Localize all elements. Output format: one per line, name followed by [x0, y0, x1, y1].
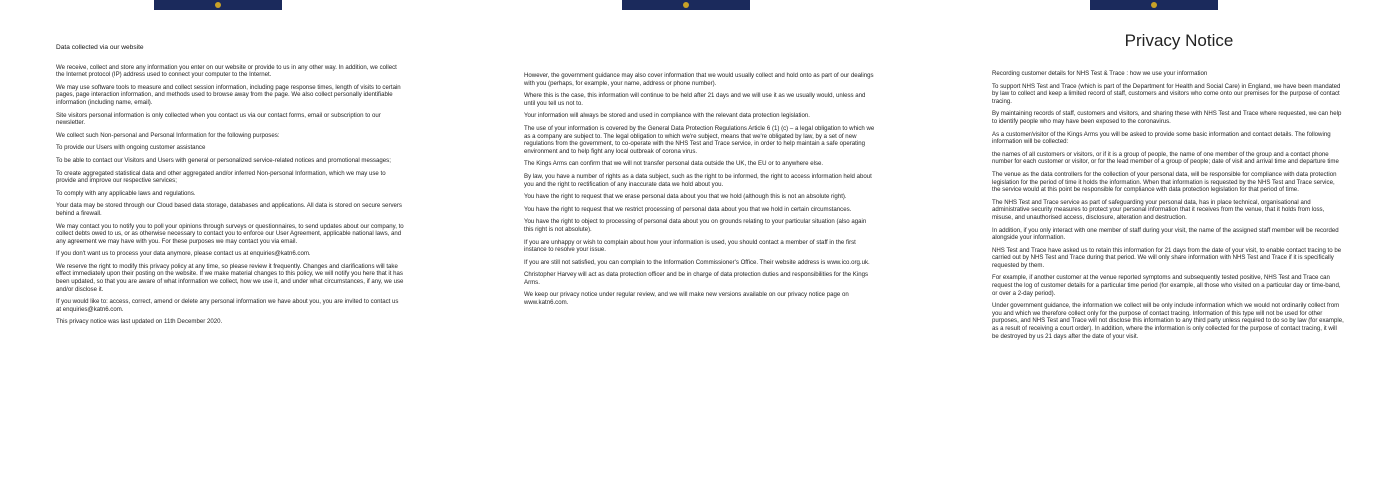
site-link-paragraph[interactable]: We keep our privacy notice under regular review, and we will make new versions available on our privacy notice page on www.katn6.com. [524, 291, 849, 307]
paragraph: We may contact you to notify you to poll your opinions through surveys or questionnaires, to send updates about our company, to collect debts owed to us, or as otherwise necessary to contact you to enforce our User Agreement, applicable national laws, and any agreement we may have with you. For these purposes we may contact you via email. [56, 222, 404, 245]
section-heading: Recording customer details for NHS Test & Trace : how we use your information [992, 70, 1208, 77]
paragraph: Your information will always be stored and used in compliance with the relevant data protection legislation. [524, 112, 811, 120]
paragraph: The use of your information is covered by the General Data Protection Regulations Article 6 (1) (c) – a legal obligation to which we as a company are subject to. The legal obligation to which we're subject, means that we're obligated by law, by a set of new regulations from the government, to co-operate with the NHS Test and Trace service, in order to help maintain a safe operating environment and to help fight any local outbreak of corona virus. [524, 124, 875, 155]
paragraph: Christopher Harvey will act as data protection officer and be in charge of data protection duties and responsibilities for the Kings Arms. [524, 271, 869, 286]
paragraph: The Kings Arms can confirm that we will not transfer personal data outside the UK, the EU or to anywhere else. [524, 160, 824, 168]
section-heading: Data collected via our website [56, 44, 144, 51]
contact-paragraph[interactable]: If you don't want us to process your data anymore, please contact us at enquiries@katn6.com. [56, 250, 311, 258]
paragraph: We collect such Non-personal and Personal Information for the following purposes: [56, 131, 280, 139]
paragraph: To provide our Users with ongoing customer assistance [56, 144, 206, 152]
paragraph: You have the right to request that we restrict processing of personal data about you that we hold in certain circumstances. [524, 205, 852, 213]
paragraph: We may use software tools to measure and collect session information, including page response times, length of visits to certain pages, page interaction information, and methods used to browse away from the page. We also collect personally identifiable information (including name, email). [56, 83, 401, 106]
paragraph: The NHS Test and Trace service as part of safeguarding your personal data, has in place technical, organisational and administrative security measures to protect your personal information that it receives from the venue, that it holds from loss, misuse, and unauthorised access, disclosure, alteration and destruction. [992, 198, 1325, 221]
paragraph: the names of all customers or visitors, or if it is a group of people, the name of one member of the group and a contact phone number for each customer or visitor, or for the lead member of a group of people; date of visit and arrival time and departure time [992, 150, 1339, 166]
paragraph: NHS Test and Trace have asked us to retain this information for 21 days from the date of your visit, to enable contact tracing to be carried out by NHS Test and Trace during that period. We will only share information with NHS Test and Trace if it is specifically requested by them. [992, 246, 1342, 269]
right-column [992, 0, 1344, 500]
paragraph: For example, if another customer at the venue reported symptoms and subsequently tested positive, NHS Test and Trace can request the log of customer details for a particular time period (for example, all those who visited on a particular day or time-band, or over a 2-day period). [992, 274, 1341, 297]
paragraph: Where this is the case, this information will continue to be held after 21 days and we will use it as we usually would, unless and until you tell us not to. [524, 92, 866, 107]
paragraph: We receive, collect and store any information you enter on our website or provide to us in any other way. In addition, we collect the Internet protocol (IP) address used to connect your computer to the Internet. [56, 63, 397, 79]
paragraph: You have the right to request that we erase personal data about you that we hold (although this is not an absolute right). [524, 193, 847, 201]
paragraph: Site visitors personal information is only collected when you contact us via our contact forms, email or subscription to our newsletter. [56, 111, 381, 127]
paragraph: You have the right to object to processing of personal data about you on grounds relating to your particular situation (also again this right is not absolute). [524, 218, 867, 233]
paragraph: Under government guidance, the information we collect will be only include information which we would not ordinarily collect from you and which we therefore collect only for the purpose of contact tracing. Information of this type will not be used for other purposes, and NHS Test and Trace will not disclose this information to any third party unless required to do so by law (for example, as a result of receiving a court order). In addition, where the information is only collected for the purpose of contact tracing, it will be destroyed by us 21 days after the date of your visit. [992, 302, 1344, 340]
contact-paragraph[interactable]: If you would like to: access, correct, amend or delete any personal information we have about you, you are invited to contact us at enquiries@katn6.com. [56, 298, 399, 313]
paragraph: In addition, if you only interact with one member of staff during your visit, the name of the assigned staff member will be recorded alongside your information. [992, 226, 1339, 242]
paragraph: As a customer/visitor of the Kings Arms you will be asked to provide some basic information and contact details. The following information will be collected: [992, 130, 1331, 146]
last-updated: This privacy notice was last updated on 11th December 2020. [56, 318, 223, 326]
paragraph: To be able to contact our Visitors and Users with general or personalized service-related notices and promotional messages; [56, 156, 391, 164]
left-column [56, 0, 404, 500]
paragraph: If you are unhappy or wish to complain about how your information is used, you should contact a member of staff in the first instance to resolve your issue. [524, 238, 856, 254]
paragraph: We reserve the right to modify this privacy policy at any time, so please review it frequently. Changes and clarifications will take effect immediately upon their posting on the website. If we make material changes to this policy, we will notify you here that it has been updated, so that you are aware of what information we collect, how we use it, and under what circumstances, if any, we use and/or disclose it. [56, 262, 404, 293]
paragraph: However, the government guidance may also cover information that we would usually collect and hold onto as part of our dealings with you (perhaps, for example, your name, address or phone number). [524, 72, 874, 87]
paragraph: The venue as the data controllers for the collection of your personal data, will be responsible for compliance with data protection legislation for the period of time it holds the information. When that information is requested by the NHS Test and Trace service, the service would at this point be responsible for compliance with data protection legislation for that period of time. [992, 170, 1337, 194]
paragraph: By law, you have a number of rights as a data subject, such as the right to be informed, the right to access information held about you and the right to rectification of any inaccurate data we hold about you. [524, 172, 872, 188]
paragraph: By maintaining records of staff, customers and visitors, and sharing these with NHS Test and Trace where requested, we can help to identify people who may have been exposed to the coronavirus. [992, 110, 1342, 125]
page-title: Privacy Notice [1124, 31, 1234, 50]
middle-column [524, 0, 876, 500]
ico-link-paragraph[interactable]: If you are still not satisfied, you can complain to the Information Commissioner's Office. Their website address is www.ico.org.uk. [524, 258, 870, 266]
paragraph: To create aggregated statistical data and other aggregated and/or inferred Non-personal Information, which we may use to provide and improve our respective services; [56, 169, 386, 185]
paragraph: To support NHS Test and Trace (which is part of the Department for Health and Social Care) in England, we have been mandated by law to collect and keep a limited record of staff, customers and visitors who come onto our premises for the purpose of contact tracing. [992, 82, 1341, 105]
paragraph: Your data may be stored through our Cloud based data storage, databases and applications. All data is stored on secure servers behind a firewall. [56, 202, 402, 217]
paragraph: To comply with any applicable laws and regulations. [56, 189, 196, 197]
